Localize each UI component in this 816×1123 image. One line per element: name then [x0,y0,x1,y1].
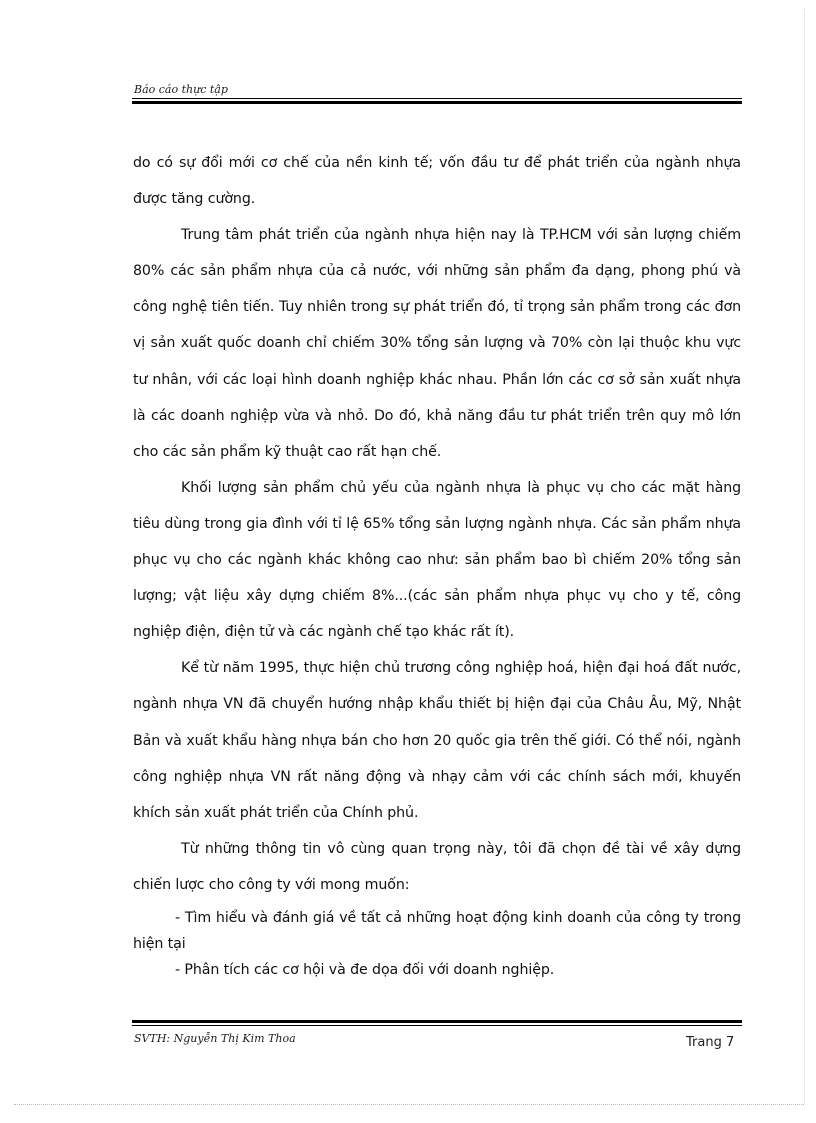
footer-author: SVTH: Nguyễn Thị Kim Thoa [134,1032,296,1045]
document-body [133,145,741,983]
paragraph: Kể từ năm 1995, thực hiện chủ trương công nghiệp hoá, hiện đại hoá đất nước, ngành nhựa VN đã chuyển hướng nhập khẩu thiết bị hiện đại của Châu Âu, Mỹ, Nhật Bản và xuất khẩu hàng nhựa bán cho hơn 20 quốc gia trên thế giới. Có thể nói, ngành công nghiệp nhựa VN rất năng động và nhạy cảm với các chính sách mới, khuyến khích sản xuất phát triển của Chính phủ. [133,660,741,821]
page-edge-right [804,8,805,1104]
paragraph: Trung tâm phát triển của ngành nhựa hiện nay là TP.HCM với sản lượng chiếm 80% các sản phẩm nhựa của cả nước, với những sản phẩm đa dạng, phong phú và công nghệ tiên tiến. Tuy nhiên trong sự phát triển đó, tỉ trọng sản phẩm trong các đơn vị sản xuất quốc doanh chỉ chiếm 30% tổng sản lượng và 70% còn lại thuộc khu vực tư nhân, với các loại hình doanh nghiệp khác nhau. Phần lớn các cơ sở sản xuất nhựa là các doanh nghiệp vừa và nhỏ. Do đó, khả năng đầu tư phát triển trên quy mô lớn cho các sản phẩm kỹ thuật cao rất hạn chế. [133,227,741,460]
header-rule-thin [132,98,742,99]
paragraph: Khối lượng sản phẩm chủ yếu của ngành nhựa là phục vụ cho các mặt hàng tiêu dùng trong gia đình với tỉ lệ 65% tổng sản lượng ngành nhựa. Các sản phẩm nhựa phục vụ cho các ngành khác không cao như: sản phẩm bao bì chiếm 20% tổng sản lượng; vật liệu xây dựng chiếm 8%...(các sản phẩm nhựa phục vụ cho y tế, công nghiệp điện, điện tử và các ngành chế tạo khác rất ít). [133,479,741,641]
list-item: - Tìm hiểu và đánh giá về tất cả những hoạt động kinh doanh của công ty trong hiện tại [133,909,741,952]
paragraph: do có sự đổi mới cơ chế của nền kinh tế; vốn đầu tư để phát triển của ngành nhựa được tăng cường. [133,155,741,208]
footer-rule-thin [132,1025,742,1026]
list-item: - Phân tích các cơ hội và đe dọa đối với doanh nghiệp. [175,961,555,978]
header-title: Báo cáo thực tập [134,83,228,96]
header-rule-thick [132,101,742,104]
page-number: Trang 7 [686,1035,735,1050]
page-edge-bottom [14,1104,804,1105]
paragraph: Từ những thông tin vô cùng quan trọng này, tôi đã chọn đề tài về xây dựng chiến lược cho công ty với mong muốn: [133,840,741,893]
footer-rule-thick [132,1020,742,1023]
